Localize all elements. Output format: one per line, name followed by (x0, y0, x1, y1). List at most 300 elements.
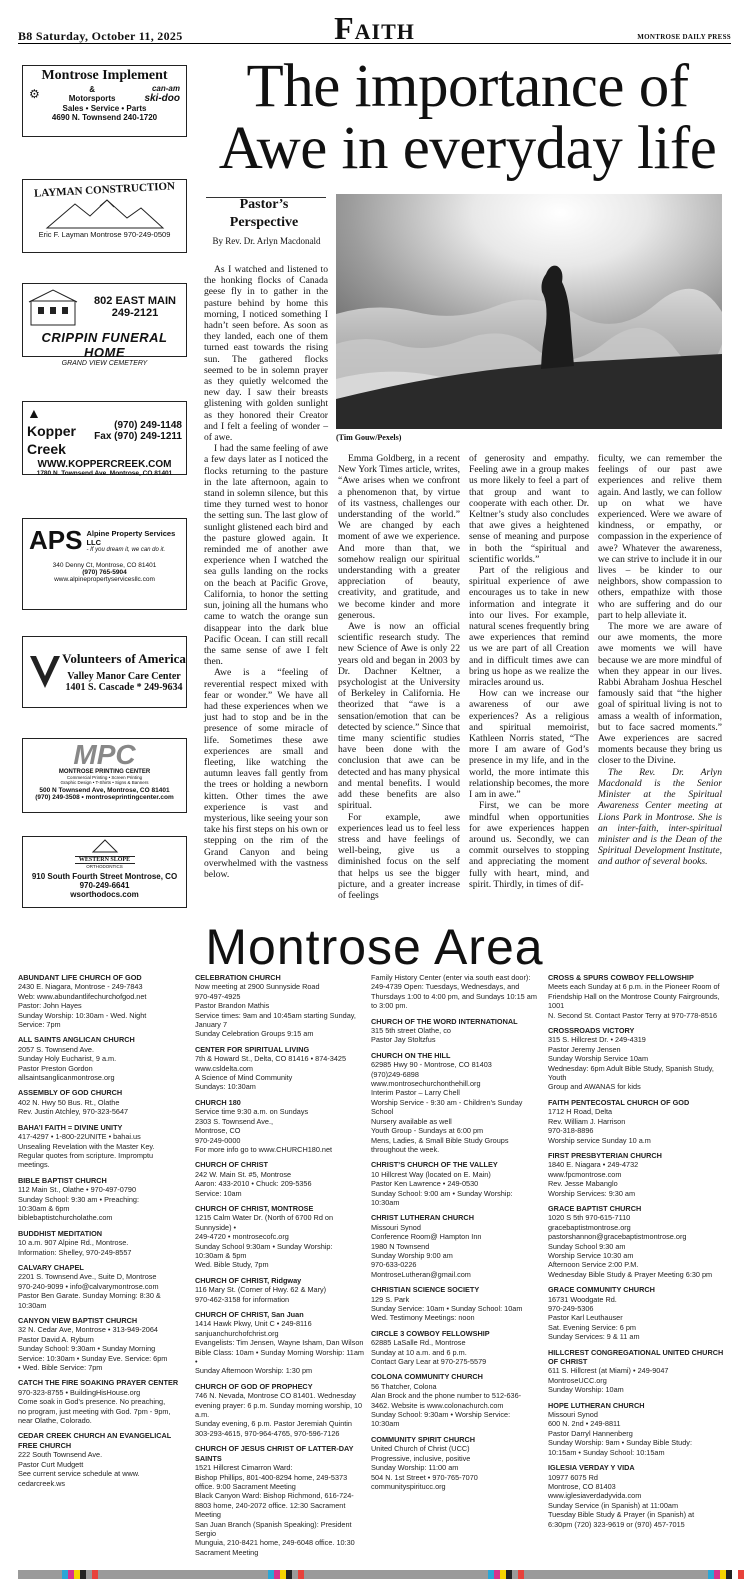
column-title (204, 196, 324, 232)
mountain-icon (45, 196, 165, 230)
ad-fax: Fax (970) 249-1211 (94, 431, 182, 442)
church-detail: 315 S. Hillcrest Dr. • 249-4319 (548, 1035, 646, 1045)
ad-line: (970) 249-3508 • montroseprintingcenter.com (35, 794, 174, 801)
church-detail: Bible Class: 10am • Sunday Morning Worship: 11am • (195, 1347, 364, 1367)
church-name: BAHA’I FAITH = DIVINE UNITY (18, 1122, 123, 1132)
church-name: COLONA COMMUNITY CHURCH (371, 1372, 483, 1382)
church-detail: 970-249-5306 (548, 1304, 594, 1313)
registration-bar (18, 1570, 731, 1579)
photo-credit: (Tim Gouw/Pexels) (336, 433, 402, 442)
church-detail: Sunday Worship: 11:00 am (371, 1463, 459, 1473)
church-detail: Sunday Worship: 10:30am - Wed. Night (18, 1010, 147, 1020)
ad-logo: MPC (73, 739, 136, 770)
church-listing (195, 1382, 367, 1438)
church-detail: Sunday Worship 9:00 am (371, 1250, 453, 1260)
church-detail: Worship Service 10:30 am (548, 1250, 634, 1260)
church-detail: Wednesday Bible Study & Prayer Meeting 6:30 pm (548, 1269, 713, 1279)
directory-title: Montrose Area (205, 919, 544, 975)
article-column-1 (204, 264, 328, 880)
church-name: CHURCH OF GOD OF PROPHECY (195, 1381, 313, 1391)
color-swatch (506, 1570, 512, 1579)
color-swatch (286, 1570, 292, 1579)
church-detail: throughout the week. (371, 1144, 440, 1154)
church-detail: Service: 10am (195, 1188, 242, 1198)
church-detail: evening prayer: 6 p.m. Sunday morning worship, 10 a.m. (195, 1400, 363, 1420)
church-detail: 10 a.m. 907 Alpine Rd., Montrose. (18, 1238, 129, 1248)
church-detail: Bishop Phillips, 801-400-8294 home, 249-5373 (195, 1472, 348, 1482)
church-name: ALL SAINTS ANGLICAN CHURCH (18, 1035, 135, 1045)
church-listing (18, 973, 190, 1029)
church-name: CELEBRATION CHURCH (195, 973, 281, 982)
church-detail: Pastor Darryl Hannenberg (548, 1428, 633, 1438)
church-detail: United Church of Christ (UCC) (371, 1444, 470, 1454)
headline-line: Awe in everyday life (218, 115, 717, 182)
church-detail: 10977 6075 Rd (548, 1472, 598, 1482)
church-detail: 32 N. Cedar Ave, Montrose • 313-949-2064 (18, 1325, 158, 1335)
ad-line: ORTHODONTICS (86, 864, 123, 869)
church-listing (195, 1444, 367, 1557)
diamond-logo-icon (85, 840, 125, 856)
church-detail: 600 N. 2nd • 249-8811 (548, 1419, 621, 1429)
church-detail: 16731 Woodgate Rd. (548, 1294, 617, 1304)
church-detail: Evangelists: Tim Jensen, Wayne Isham, Dan Wilson (195, 1338, 364, 1348)
ad-title: WESTERN SLOPE (75, 856, 135, 864)
ad-logo: APS (29, 525, 83, 555)
church-detail: 62885 LaSalle Rd., Montrose (371, 1338, 466, 1348)
ad-line: 970-249-6641 (79, 881, 130, 890)
church-detail: 1521 Hillcrest Cimarron Ward: (195, 1463, 293, 1473)
church-detail: Rev. Jesse Mabanglo (548, 1179, 618, 1189)
paragraph: Awe is now an official scientific research study. The new Science of Awe is only 22 years old and began in 2003 by Dr. Dachner Keltner, a psychologist at the University of Berkeley in California. He theorized that “awe is a sensation/emotion that can be detected by science.” Since that time many scientific studies have been done with the conclusion that awe can be detected and has many physical and mental benefits. I would add these benefits are also spiritual. (338, 621, 460, 812)
church-detail: 1020 S 5th 970-615-7110 (548, 1213, 631, 1223)
church-detail: Pastor Curt Mudgett (18, 1459, 84, 1469)
tree-icon: ▲ (27, 407, 41, 422)
church-detail: Service time 9:30 a.m. on Sundays (195, 1107, 309, 1117)
ad-line: Motorsports (68, 94, 116, 103)
church-detail: 10:30am (18, 1300, 47, 1310)
ad-montrose-printing-center (22, 738, 187, 813)
church-detail: Sunday Holy Eucharist, 9 a.m. (18, 1054, 117, 1064)
church-listing (371, 1017, 543, 1045)
paragraph: of generosity and empathy. Feeling awe in a group makes us more likely to feel a part of that group and want to cooperate with each other. Dr. Keltner’s study also concludes that awe gives a heightened sense of meaning and purpose in both the “spiritual and scientific worlds.” (469, 453, 589, 565)
church-detail: 10:30am (371, 1197, 400, 1207)
church-listing (371, 1372, 543, 1428)
church-detail: biblebaptistchurcholathe.com (18, 1213, 113, 1223)
church-detail: 970-633-0226 (371, 1260, 417, 1270)
ad-title: LAYMAN CONSTRUCTION (33, 180, 176, 200)
church-detail: Youth Group - Sundays at 6:00 pm (371, 1126, 484, 1136)
church-detail: www.montrosechurchonthehill.org (371, 1079, 481, 1089)
article-column-3 (469, 453, 589, 890)
church-detail: 611 S. Hillcrest (at Miami) • 249-9047 (548, 1366, 669, 1376)
church-detail: gracebaptistmontrose.org (548, 1222, 631, 1232)
ad-kopper-creek (22, 401, 187, 475)
church-listing (18, 1088, 190, 1116)
church-detail: Progressive, inclusive, positive (371, 1453, 471, 1463)
church-detail: Worship Service - 9:30 am - Children’s Sunday (371, 1097, 523, 1107)
church-detail: cedarcreek.ws (18, 1478, 66, 1488)
church-detail: Meets each Sunday at 6 p.m. in the Pioneer Room of (548, 982, 720, 992)
church-detail: MontroseLutheran@gmail.com (371, 1269, 471, 1279)
church-detail: Family History Center (enter via south east door): (371, 973, 531, 982)
church-detail: www.csldelta.com (195, 1063, 253, 1073)
church-detail: 970-497-4925 (195, 991, 241, 1001)
church-name: CHURCH OF CHRIST, San Juan (195, 1310, 304, 1319)
church-detail: For more info go to www.CHURCH180.net (195, 1144, 333, 1154)
church-detail: to 3:00 pm. (371, 1001, 408, 1011)
byline: By Rev. Dr. Arlyn Macdonald (212, 236, 321, 246)
church-listing (371, 1213, 543, 1279)
church-detail: www.iglesiaverdadyvida.com (548, 1491, 642, 1501)
church-detail: • Wed. Bible Service: 7pm (18, 1363, 103, 1373)
church-detail: Nursery available as well (371, 1116, 452, 1126)
color-swatch (738, 1570, 744, 1579)
church-listing (18, 1229, 190, 1257)
church-detail: 10 Hillcrest Way (located on E. Main) (371, 1169, 491, 1179)
church-detail: Sunday Service (in Spanish) at 11:00am (548, 1500, 679, 1510)
paragraph: Awe is a “feeling of reverential respect mixed with fear or wonder.” We have all had these experiences when we just had to stop and be in the presence of some miracle of life. Sometimes these awe experiences are small and fleeting, like watching the autumn leaves fall gently from the trees or holding a newborn kitten. Other times the awe experience is vast and mysterious, like seeing your son take his first steps on his own or stepping on the rim of the Grand Canyon and being overwhelmed with the vastness below. (204, 667, 328, 880)
article-headline (200, 53, 735, 182)
church-detail: Service times: 9am and 10:45am starting Sunday, (195, 1010, 356, 1020)
section-title: Faith (334, 10, 415, 46)
church-detail: 10:30am & 5pm (195, 1250, 247, 1260)
church-detail: 249-4720 • montrosecofc.org (195, 1232, 289, 1242)
church-detail: 970-318-8896 (548, 1126, 594, 1136)
tractor-icon: ⚙ (29, 86, 40, 101)
church-detail: 112 Main St., Olathe • 970-497-0790 (18, 1185, 137, 1195)
church-detail: communityspiritucc.org (371, 1481, 446, 1491)
ad-line: Eric F. Layman Montrose 970-249-0509 (38, 230, 171, 239)
church-listing (18, 1431, 190, 1487)
ad-line: www.alpinepropertyservicesllc.com (54, 576, 155, 583)
church-name: BUDDHIST MEDITATION (18, 1228, 103, 1238)
church-name: CENTER FOR SPIRITUAL LIVING (195, 1044, 310, 1054)
church-detail: 1712 H Road, Delta (548, 1107, 613, 1117)
church-name: GRACE BAPTIST CHURCH (548, 1203, 642, 1213)
church-detail: Sunday School 9:30 am (548, 1241, 626, 1251)
church-listing (548, 1285, 726, 1341)
church-detail: Missouri Synod (371, 1222, 421, 1232)
church-detail: 970-323-8755 • BuildingHisHouse.org (18, 1387, 141, 1397)
headline-line: The importance of (246, 53, 689, 120)
ad-line: Graphic Design • T-Shirts • Signs & Banners (60, 780, 149, 785)
ad-volunteers-of-america (22, 636, 187, 708)
color-swatch (80, 1570, 86, 1579)
church-detail: 1840 E. Niagara • 249-4732 (548, 1160, 639, 1170)
church-detail: Sunday Services: 9 & 11 am (548, 1332, 640, 1342)
ad-line: 1780 N. Townsend Ave. Montrose, CO 81401 (36, 470, 173, 477)
building-icon (26, 287, 81, 327)
church-detail: 129 S. Park (371, 1294, 410, 1304)
church-listing (548, 1204, 726, 1279)
church-name: IGLESIA VERDAY Y VIDA (548, 1463, 635, 1473)
church-name: CATCH THE FIRE SOAKING PRAYER CENTER (18, 1378, 179, 1388)
church-listing (548, 1463, 726, 1529)
church-detail: Meeting (195, 1510, 221, 1520)
church-detail: 2201 S. Townsend Ave., Suite D, Montrose (18, 1272, 157, 1282)
ad-line: Valley Manor Care Center (67, 671, 181, 682)
church-detail: Service: 7pm (18, 1020, 61, 1030)
church-detail: Pastor: John Hayes (18, 1001, 82, 1011)
ad-layman-construction (22, 179, 187, 253)
church-detail: www.fpcmontrose.com (548, 1169, 622, 1179)
ad-title: Kopper (27, 423, 76, 439)
church-detail: 970-240-9099 • info@calvarymontrose.com (18, 1281, 159, 1291)
church-name: CHRIST LUTHERAN CHURCH (371, 1213, 474, 1223)
church-detail: Alan Brock and the phone number to 512-636- (371, 1391, 522, 1401)
paragraph: As I watched and listened to the honking flocks of Canada geese fly in to gather in the pasture behind by home this morning, I noticed something I hadn’t seen before. As soon as they landed, each one of them turned east towards the rising sun. The gathered flocks seemed to be in solemn prayer as they quietly welcomed the new day. I saw their breasts glistening with golden sunlight as they honored their Creator and I felt a feeling of wonder – of awe. (204, 264, 328, 444)
church-detail: Sunday evening, 6 p.m. Pastor Jeremiah Quintin (195, 1419, 352, 1429)
ad-line: GRAND VIEW CEMETERY (61, 360, 148, 367)
ad-title: MONTROSE PRINTING CENTER (58, 769, 151, 775)
church-detail: 10:15am • Sunday School: 10:15am (548, 1447, 665, 1457)
color-swatch (726, 1570, 732, 1579)
church-detail: Sunday at 10 a.m. and 6 p.m. (371, 1347, 467, 1357)
paragraph: Part of the religious and spiritual experience of awe encourages us to take in new information and integrate it into our lives. For example, natural scenes frequently bring awe experiences that remind us we are part of all Creation and in difficult times awe can bring us hope as we realize the miracles around us. (469, 565, 589, 689)
church-detail: 504 N. 1st Street • 970-765-7070 (371, 1472, 478, 1482)
church-name: CIRCLE 3 COWBOY FELLOWSHIP (371, 1328, 490, 1338)
church-detail: Wednesday: 6pm Adult Bible Study, Spanish Study, Youth (548, 1063, 714, 1083)
church-detail: Thursdays 1:00 to 4:00 pm, and Sundays 10:15 am (371, 991, 537, 1001)
church-detail: Interim Pastor – Larry Chell (371, 1088, 460, 1098)
church-detail: Worship service Sunday 10 a.m (548, 1135, 651, 1145)
paragraph: First, we can be more mindful when opportunities for awe experiences happen around us. Secondly, we can commit ourselves to stopping and appreciating the moment fully with heart, mind, and spirit. Thirdly, in times of dif- (469, 800, 589, 890)
church-detail: Pastor Ben Garate. Sunday Morning: 8:30 & (18, 1291, 161, 1301)
church-detail: Conference Room@ Hampton Inn (371, 1232, 482, 1242)
church-detail: Come soak in God’s presence. No preaching, (18, 1397, 166, 1407)
church-detail: (970)249-6898 (371, 1069, 419, 1079)
church-detail: Afternoon Service 2:00 P.M. (548, 1260, 639, 1270)
church-listing (18, 1035, 190, 1082)
ad-line: 1401 S. Cascade * 249-9634 (65, 682, 183, 693)
ad-montrose-implement (22, 65, 187, 137)
church-listing (195, 1276, 367, 1304)
paragraph: The more we are aware of our awe moments, the more awe moments we will have because we are more mindful of when they appear in our lives. Rabbi Abraham Joshua Heschel famously said that “the higher goal of spiritual living is not to amass a wealth of information, but to face sacred moments.” Awe experiences are sacred moments because they bring us closer to the Divine. (598, 621, 722, 767)
church-detail: Rev. William J. Harrison (548, 1116, 626, 1126)
church-listing (195, 1045, 367, 1092)
church-detail: Friendship Hall on the Montrose County Fairgrounds, 1001 (548, 991, 720, 1011)
church-detail: Web: www.abundantlifechurchofgod.net (18, 991, 147, 1001)
page-date: B8 Saturday, October 11, 2025 (18, 29, 183, 43)
church-name: CANYON VIEW BAPTIST CHURCH (18, 1316, 138, 1325)
church-detail: pastorshannon@gracebaptistmontrose.org (548, 1232, 687, 1242)
church-name: CROSSROADS VICTORY (548, 1026, 635, 1036)
ad-title: CRIPPIN FUNERAL HOME (41, 330, 168, 360)
church-detail: San Juan Branch (Spanish Speaking): President Sergio (195, 1519, 352, 1538)
church-detail: A Science of Mind Community (195, 1073, 293, 1083)
church-listing (195, 1310, 367, 1376)
church-detail: 10:30am (371, 1419, 400, 1429)
church-listing (371, 1160, 543, 1207)
color-swatch (518, 1570, 524, 1579)
church-detail: Montrose, CO (195, 1126, 241, 1136)
church-name: CHURCH ON THE HILL (371, 1050, 451, 1060)
ad-title: Alpine Property Services LLC (86, 528, 176, 547)
church-detail: 62985 Hwy 90 - Montrose, CO 81403 (371, 1060, 492, 1070)
church-detail: Group and AWANAS for kids (548, 1082, 641, 1092)
church-name: CHRIST’S CHURCH OF THE VALLEY (371, 1160, 498, 1170)
ad-title: Volunteers of America (62, 651, 186, 666)
church-detail: Sunday Worship Service 10am (548, 1054, 649, 1064)
church-listing (371, 1051, 543, 1154)
church-listing (195, 1098, 367, 1154)
column-title-line: Perspective (229, 215, 299, 230)
church-detail: Black Canyon Ward: Bishop Richmond, 616-724- (195, 1491, 354, 1501)
color-swatch (298, 1570, 304, 1579)
church-detail: 1980 N Townsend (371, 1241, 430, 1251)
church-listing (195, 1204, 367, 1270)
church-name: CHRISTIAN SCIENCE SOCIETY (371, 1285, 480, 1295)
church-listing (18, 1316, 190, 1372)
church-detail: 2430 E. Niagara, Montrose - 249-7843 (18, 982, 143, 992)
church-name: CHURCH 180 (195, 1097, 241, 1107)
church-name: ABUNDANT LIFE CHURCH OF GOD (18, 973, 142, 982)
church-detail: Wed. Bible Study, 7pm (195, 1260, 269, 1270)
paragraph: I had the same feeling of awe a few days later as I noticed the flocks returning to the pasture in the late afternoon, again to stand in solemn silence, but this time they turned west to honor the setting sun. The last glow of sunlight glistened each bird and the pasture glowed again. It reminded me of another awe experience when I watched the sea gulls landing on the rocks on the beach at Pacific Grove, California, to honor the setting sun, joining all the humans who came to watch the orange sun disappear into the dark blue Pacific Ocean. I can still recall the same sense of awe I felt then. (204, 443, 328, 668)
church-detail: Pastor Ken Lawrence • 249-0530 (371, 1179, 479, 1189)
church-detail: Pastor Karl Leuthauser (548, 1313, 623, 1323)
column-title-rule (206, 197, 326, 198)
church-name: ASSEMBLY OF GOD CHURCH (18, 1088, 123, 1098)
church-name: CHURCH OF CHRIST, MONTROSE (195, 1203, 314, 1213)
paragraph: How can we increase our awareness of our awe experiences? As a religious and spiritual memoirist, Kathleen Norris stated, “The more I am aware of God’s presence in my life, and in the world, the more intimate this relationship becomes, the more I am in awe.” (469, 688, 589, 801)
church-name: HILLCREST CONGREGATIONAL UNITED CHURCH OF CHRIST (548, 1347, 724, 1367)
church-detail: Worship Services: 9:30 am (548, 1188, 636, 1198)
church-detail: Wed. Testimony Meetings: noon (371, 1313, 475, 1323)
church-name: COMMUNITY SPIRIT CHURCH (371, 1434, 476, 1444)
church-detail: MontroseUCC.org (548, 1375, 607, 1385)
church-detail: 8803 home, 240-2072 office. 12:30 Sacrament (195, 1500, 346, 1510)
church-detail: 10:30am & 6pm (18, 1203, 70, 1213)
church-listing (548, 1098, 726, 1145)
church-detail: See current service schedule at www. (18, 1469, 140, 1479)
church-detail: Missouri Synod (548, 1410, 598, 1420)
church-listing (18, 1123, 190, 1170)
church-detail: Montrose, CO 81403 (548, 1481, 616, 1491)
church-name: CHURCH OF JESUS CHRIST OF LATTER-DAY SAINTS (195, 1444, 354, 1463)
directory-column (548, 973, 726, 1535)
church-detail: Information: Shelley, 970-249-8557 (18, 1247, 132, 1257)
ad-line: (970) 765-5904 (82, 569, 127, 576)
church-detail: Sunday Worship: 9am • Sunday Bible Study: (548, 1438, 692, 1448)
church-detail: Sunday Celebration Groups 9:15 am (195, 1029, 314, 1039)
church-listing (371, 973, 543, 1011)
church-detail: Pastor Preston Gordon (18, 1063, 93, 1073)
church-listing (548, 1026, 726, 1092)
church-name: GRACE COMMUNITY CHURCH (548, 1285, 655, 1295)
church-detail: Pastor Brandon Mathis (195, 1001, 270, 1011)
color-swatch (92, 1570, 98, 1579)
church-detail: 1215 Calm Water Dr. (North of 6700 Rd on Sunnyside) • (195, 1213, 334, 1232)
ad-line: 500 N Townsend Ave, Montrose, CO 81401 (39, 787, 170, 794)
ad-title: Creek (27, 441, 66, 457)
church-listing (548, 973, 726, 1020)
church-detail: Sunday Service: 10am • Sunday School: 10am (371, 1304, 523, 1313)
church-detail: 402 N. Hwy 50 Bus. Rt., Olathe (18, 1097, 120, 1107)
church-listing (371, 1435, 543, 1491)
church-detail: 3462. Website is www.colonachurch.com (371, 1400, 504, 1410)
ad-line: Sales • Service • Parts (62, 104, 147, 113)
church-detail: Sunday Afternoon Worship: 1:30 pm (195, 1366, 313, 1376)
article-column-4 (598, 453, 722, 868)
article-photo (336, 194, 722, 429)
directory-column (371, 973, 543, 1497)
church-name: CEDAR CREEK CHURCH AN EVANGELICAL FREE CHURCH (18, 1431, 172, 1450)
church-detail: Munguia, 210-8421 home, 249-6048 office. 10:30 (195, 1538, 355, 1548)
church-detail: 222 South Townsend Ave. (18, 1450, 103, 1460)
church-detail: 7th & Howard St., Delta, CO 81416 • 874-3425 (195, 1054, 347, 1064)
ad-western-slope-orthodontics (22, 836, 187, 908)
church-detail: Sunday Worship: 10am (548, 1385, 624, 1395)
church-detail: Pastor Jay Stoltzfus (371, 1035, 436, 1045)
church-detail: 6:30pm (720) 323-9619 or (970) 457-7015 (548, 1519, 685, 1529)
church-detail: 242 W. Main St. #5, Montrose (195, 1169, 292, 1179)
church-detail: Sunday School: 9:30am • Sunday Morning (18, 1344, 156, 1354)
brand-logo-canam: can-am (151, 84, 180, 93)
church-listing (548, 1348, 726, 1395)
church-name: CROSS & SPURS COWBOY FELLOWSHIP (548, 973, 694, 982)
paragraph: Emma Goldberg, in a recent New York Times article, writes, “Awe arises when we confront a phenomenon that, by virtue of its vastness, challenges our understanding of the world.” We are changed by each moment of awe we experience. And more than that, we somehow realign our spiritual understanding with a greater appreciation of beauty, creativity, and gratitude, and we become kinder and more generous. (338, 453, 460, 621)
church-listing (18, 1263, 190, 1310)
church-detail: 417-4297 • 1-800-22UNITE • bahai.us (18, 1132, 141, 1142)
church-detail: 970-462-3158 for information (195, 1294, 290, 1304)
church-detail: allsaintsanglicanmontrose.org (18, 1073, 115, 1083)
ad-line: 4690 N. Townsend 240-1720 (51, 113, 158, 122)
church-detail: Rev. Justin Atchley, 970-323-5647 (18, 1107, 129, 1117)
church-detail: sanjuanchurchofchrist.org (195, 1328, 279, 1338)
sunset-clouds-photo (336, 194, 722, 429)
church-detail: Service: 10:30am • Sunday Eve. Service: 6pm (18, 1353, 168, 1363)
church-name: FAITH PENTECOSTAL CHURCH OF GOD (548, 1097, 690, 1107)
ad-title: Montrose Implement (41, 68, 168, 83)
church-detail: N. Second St. Contact Pastor Terry at 970-778-8516 (548, 1010, 718, 1020)
church-detail: 315 5th street Olathe, co (371, 1026, 451, 1036)
author-bio: The Rev. Dr. Arlyn Macdonald is the Senior Minister at the Spiritual Awareness Center meeting at Lions Park in Montrose. She is an inter-faith, inter-spiritual minister and is the Dean of the Spiritual Development Institute, and author of several books. (598, 766, 722, 868)
church-detail: office. 9:00 Sacrament Meeting (195, 1481, 296, 1491)
church-detail: meetings. (18, 1160, 50, 1170)
church-detail: 249-4739 Open: Tuesdays, Wednesdays, and (371, 982, 520, 992)
ad-phone: (970) 249-1148 (114, 420, 182, 431)
header-rule (18, 43, 731, 44)
ad-line: 910 South Fourth Street Montrose, CO (31, 872, 178, 881)
church-detail: Sacrament Meeting (195, 1547, 259, 1557)
ad-alpine-property-services (22, 518, 187, 610)
church-detail: 746 N. Nevada, Montrose CO 81401. Wednesday (195, 1391, 356, 1401)
church-detail: 1414 Hawk Pkwy, Unit C • 249-8116 (195, 1319, 312, 1329)
church-name: CHURCH OF CHRIST, Ridgway (195, 1275, 302, 1285)
church-detail: 303-293-4615, 970-964-4765, 970-596-7126 (195, 1428, 340, 1438)
church-detail: Tuesday Bible Study & Prayer (in Spanish) at (548, 1510, 695, 1520)
brand-logo-skidoo: ski-doo (144, 93, 180, 104)
column-title-line: Pastor’s (239, 197, 289, 212)
church-detail: January 7 (195, 1020, 228, 1030)
church-detail: 116 Mary St. (Corner of Hwy. 62 & Mary) (195, 1285, 327, 1295)
church-listing (18, 1378, 190, 1425)
church-detail: Sunday School: 9:30am • Worship Service: (371, 1410, 511, 1420)
ad-crippin-funeral-home (22, 283, 187, 367)
church-listing (548, 1401, 726, 1457)
ad-line: WWW.KOPPERCREEK.COM (37, 459, 172, 470)
church-detail: Aaron: 433-2010 • Chuck: 209-5356 (195, 1179, 312, 1189)
church-name: FIRST PRESBYTERIAN CHURCH (548, 1150, 662, 1160)
church-listing (371, 1329, 543, 1367)
ad-line: wsorthodocs.com (70, 890, 139, 899)
church-detail: Sunday School 9:30am • Sunday Worship: (195, 1241, 333, 1251)
church-detail: Mens, Ladies, & Small Bible Study Groups (371, 1135, 509, 1145)
church-detail: no program, just meeting with God. 7pm - 9pm, (18, 1406, 171, 1416)
church-detail: 2057 S. Townsend Ave. (18, 1044, 95, 1054)
church-detail: Pastor David A. Ryburn (18, 1334, 94, 1344)
